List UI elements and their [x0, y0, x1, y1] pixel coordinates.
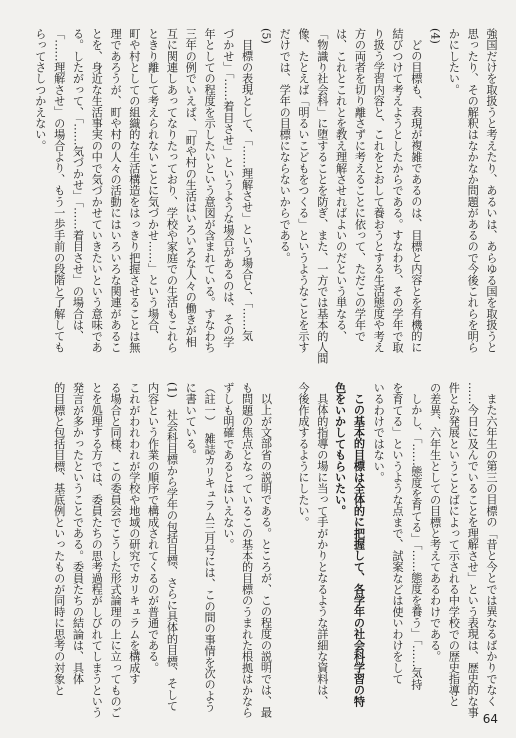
footnote-line: に書いている。 [184, 382, 198, 461]
text-line: 年としての程度を示したいという意図が含まれている。すなわち [203, 28, 217, 353]
text-line: 町や村としての組織的な生活構造をはっきり把握させることは無 [127, 28, 141, 353]
text-line: ……今日に及んでいることを理解させ」という表現は、歴史的な事 [466, 382, 480, 718]
quote-line: とを処理する方では、委員たちの思考過程がしびれてしまうという [90, 382, 104, 718]
lower-text-block [48, 382, 500, 724]
quote-line: 的目標と包括目標、基底例といったものが同時に思考の対象と [52, 382, 66, 696]
text-line: しかし、「……態度を育てる」「……態度を養う」「……気持 [409, 393, 423, 690]
text-line: の差異、六年生としての目標と考えてあるわけである。 [428, 382, 442, 662]
text-line: 件とか発展ということばによって示される中学校での歴史指導と [447, 382, 461, 707]
text-line: らってさしつかえない。 [33, 28, 47, 152]
bold-text-line: 色をいかしてもらいたい。 [333, 382, 348, 517]
quote-line: 内容という作業の順序で構成されてくるのが普通である。 [146, 382, 160, 674]
text-line: り扱う学習内容と、これをとおして養おうとする生活態度や考え [372, 28, 386, 353]
text-line: 像、たとえば「明るいこどもをつくる」というようなことを示す [297, 28, 311, 353]
text-line: だけでは、学年の目標にならないからである。 [278, 28, 292, 264]
text-line: は、これとこれとを教え理解させればよいのだという単なる、 [334, 28, 348, 342]
text-line: 「物識り社会科」に堕することを防ぎ、また、一方では基本的人間 [315, 28, 329, 364]
text-line: づかせ」「……着目させ」というような場合があるのは、その学 [221, 28, 235, 348]
text-line: また六年生の第三の目標の「昔と今とでは異なるばかりでなく [485, 393, 498, 707]
text-line: ときり離して考えられないことに気づかせ……」という場合、 [146, 28, 160, 342]
text-line: 理であろうが、町や村の人々の活動にはいろいろな関連があるこ [109, 28, 123, 353]
text-line: 結びつけて考えようとしたからである。すなわち、その学年で取 [391, 28, 405, 353]
text-line: 以上が文部省の説明である。ところが、この程度の説明では、最 [259, 393, 273, 718]
quote-line: 発言が多かったということである。委員たちの結論は、具体 [71, 382, 85, 685]
quote-line: る場合と同様、この委員会でこうした形式論理の上に立ってものご [109, 382, 123, 718]
text-line: 今後作成するようにしたい。 [297, 382, 311, 528]
text-line: 目標の表現として、「……理解させ」という場合と、「……気 [240, 39, 254, 342]
text-line: 「……理解させ」の場合より、もう一歩手前の段階と了解しても [52, 28, 66, 353]
text-line: ずしも明確であるとはいえない。 [221, 382, 235, 550]
text-line: 三年の例でいえば、「町や村の生活はいろいろな人々の働きが相 [184, 28, 198, 348]
quote-line: これがわれわれが学校や地域の研究でカリキュラムを構成す [127, 382, 141, 685]
text-line: とを、身近な生活事実の中で気づかせていきたいという意味であ [90, 28, 104, 353]
text-line: を育てる」というような点まで、試案などは使いわけをして [391, 382, 405, 685]
page-number: 64 [482, 712, 498, 726]
text-line: 方の両者を切り離さずに考えることに依って、ただこの学年で [353, 28, 367, 342]
text-line: 思ったり、その解釈はなかなか問題があるので今後これらを明ら [466, 28, 480, 353]
section-marker: (4) [428, 28, 442, 44]
text-line: かにしたい。 [447, 28, 461, 96]
text-line: る。したがって、「……気づかせ」「……着目させ」の場合は、 [71, 28, 85, 342]
quote-line: (1) 社会科目標から学年の包括目標、さらに具体的目標、そして [165, 382, 179, 712]
text-line: も問題の焦点となっているこの基本的目標のうまれた根拠はかなら [240, 382, 254, 718]
text-line: いるわけではない。 [372, 382, 386, 483]
text-line: 互に関連しあってなりたっており、学校や家庭での生活もこれら [165, 28, 179, 353]
section-marker: (5) [259, 28, 273, 44]
text-line: 強国だけを取扱うと考えたり、あるいは、あらゆる国を取扱うと [485, 28, 498, 353]
column-gap [274, 382, 293, 724]
text-line: どの目標も、表現が複雑であるのは、目標と内容とを有機的に [409, 39, 423, 353]
upper-text-block [30, 28, 500, 373]
footnote-line: （註一） 雑誌カリキュラム三月号には、この間の事情を次のよう [203, 382, 217, 713]
text-line: 具体的指導の場に当って手がかりとなるような詳細な資料は、 [315, 393, 329, 707]
bold-text-line: この基本的目標は全体的に把握して、各学年の社会科学習の特 [352, 393, 367, 707]
